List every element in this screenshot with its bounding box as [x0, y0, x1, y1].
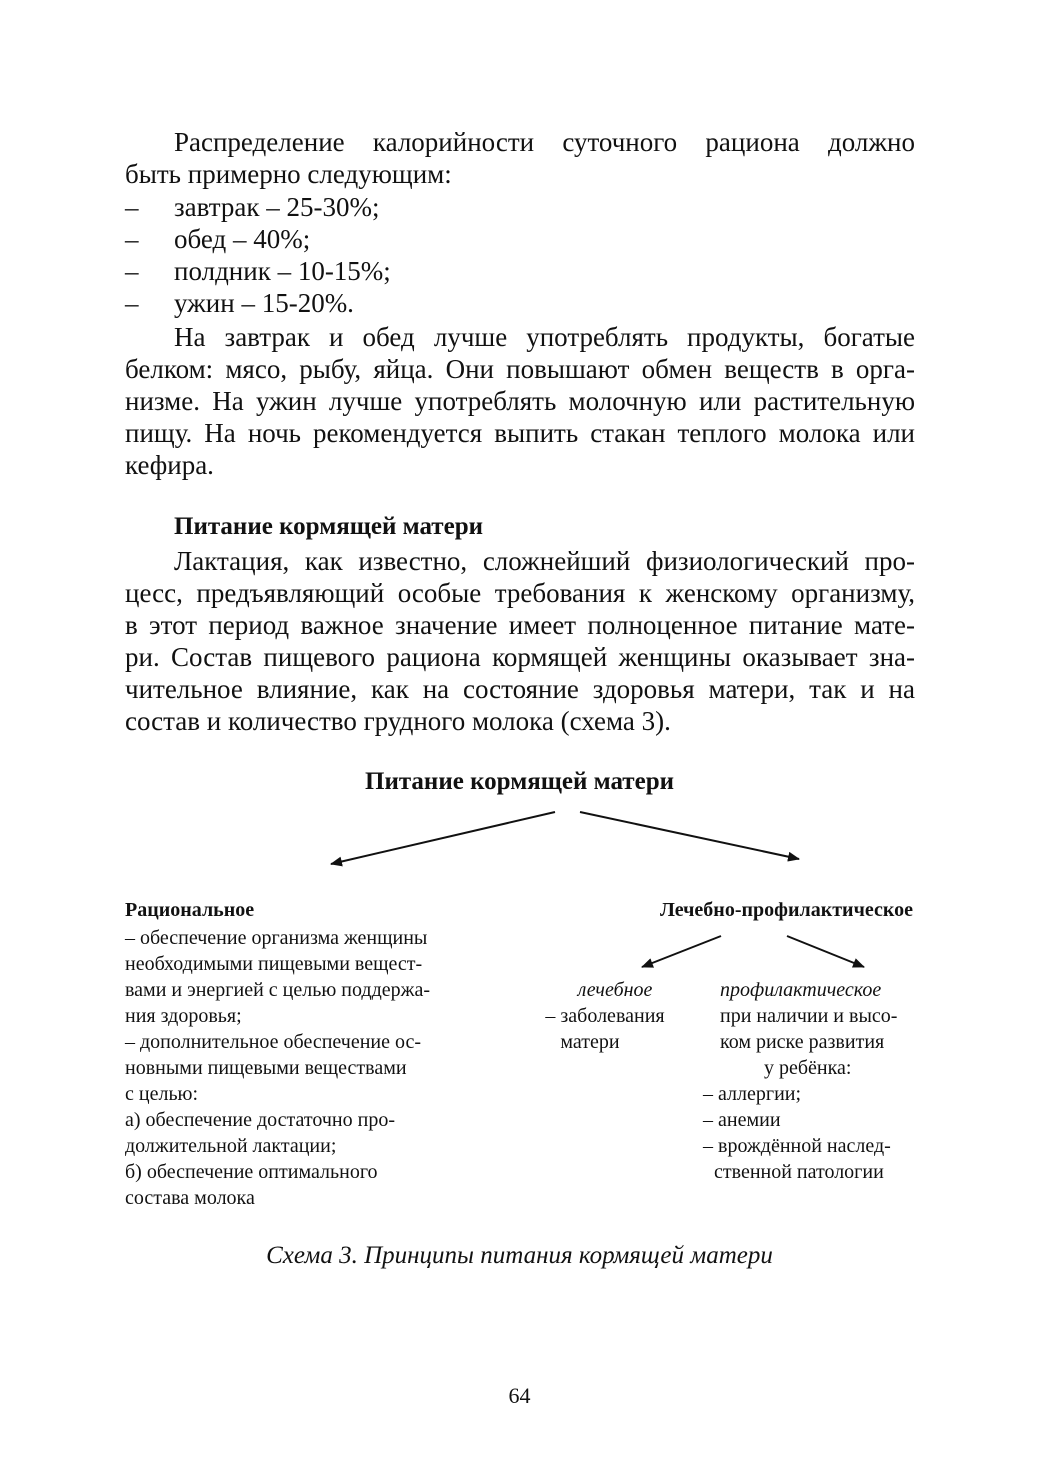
text-line: чительное влияние, как на состояние здоровья матери, так и на	[125, 674, 915, 704]
rational-line: б) обеспечение оптимального	[125, 1161, 378, 1183]
text-line: низме. На ужин лучше употреблять молочную или растительную	[125, 386, 915, 416]
page-number: 64	[508, 1383, 531, 1408]
therapeutic-line: – заболевания	[545, 1005, 665, 1027]
rational-line: – обеспечение организма женщины	[125, 927, 428, 949]
text-line: На завтрак и обед лучше употреблять продукты, богатые	[174, 322, 915, 352]
therapeutic-heading: лечебное	[577, 979, 653, 1001]
list-marker: –	[125, 256, 139, 286]
rational-line: должительной лактации;	[125, 1135, 337, 1157]
rational-line: необходимыми пищевыми вещест-	[125, 953, 423, 975]
rational-line: новными пищевыми веществами	[125, 1057, 407, 1079]
arrow-to-preventive	[787, 936, 864, 967]
preventive-line: у ребёнка:	[764, 1057, 852, 1079]
text-line: кефира.	[125, 450, 214, 480]
rational-heading: Рациональное	[125, 899, 255, 921]
rational-line: ния здоровья;	[125, 1005, 242, 1027]
preventive-line: ственной патологии	[714, 1161, 884, 1183]
preventive-line: – врождённой наслед-	[703, 1135, 891, 1157]
rational-line: состава молока	[125, 1187, 255, 1209]
rational-line: а) обеспечение достаточно про-	[125, 1109, 395, 1131]
text-line: в этот период важное значение имеет полноценное питание мате-	[125, 610, 915, 640]
therapeutic-preventive-heading: Лечебно-профилактическое	[660, 899, 913, 921]
therapeutic-line: матери	[560, 1031, 620, 1053]
rational-line: вами и энергией с целью поддержа-	[125, 979, 430, 1001]
text-line: белком: мясо, рыбу, яйца. Они повышают обмен веществ в орга-	[125, 354, 915, 384]
rational-line: – дополнительное обеспечение ос-	[125, 1031, 422, 1053]
text-line: пищу. На ночь рекомендуется выпить стакан теплого молока или	[125, 418, 915, 448]
arrow-to-therapeutic	[642, 936, 721, 967]
text-line: ри. Состав пищевого рациона кормящей женщины оказывает зна-	[125, 642, 915, 672]
rational-line: с целью:	[125, 1083, 199, 1105]
text-line: быть примерно следующим:	[125, 159, 452, 189]
list-item: обед – 40%;	[174, 224, 311, 254]
list-marker: –	[125, 288, 139, 318]
list-item: завтрак – 25-30%;	[174, 192, 380, 222]
text-line: Лактация, как известно, сложнейший физиологический про-	[174, 546, 915, 576]
arrow-to-rational	[331, 812, 555, 864]
text-line: цесс, предъявляющий особые требования к женскому организму,	[125, 578, 915, 608]
text-line: состав и количество грудного молока (схема 3).	[125, 706, 671, 736]
list-marker: –	[125, 192, 139, 222]
list-item: полдник – 10-15%;	[174, 256, 391, 286]
section-heading: Питание кормящей матери	[174, 513, 483, 540]
preventive-line: – аллергии;	[703, 1083, 802, 1105]
figure-caption: Схема 3. Принципы питания кормящей матери	[266, 1242, 773, 1269]
preventive-line: при наличии и высо-	[720, 1005, 898, 1027]
preventive-line: – анемии	[703, 1109, 781, 1131]
text-line: Распределение калорийности суточного рациона должно	[174, 127, 915, 157]
list-marker: –	[125, 224, 139, 254]
preventive-line: ком риске развития	[720, 1031, 885, 1053]
arrow-to-therapeutic-preventive	[580, 812, 799, 859]
diagram-title: Питание кормящей матери	[365, 768, 674, 795]
list-item: ужин – 15-20%.	[174, 288, 354, 318]
preventive-heading: профилактическое	[720, 979, 882, 1001]
